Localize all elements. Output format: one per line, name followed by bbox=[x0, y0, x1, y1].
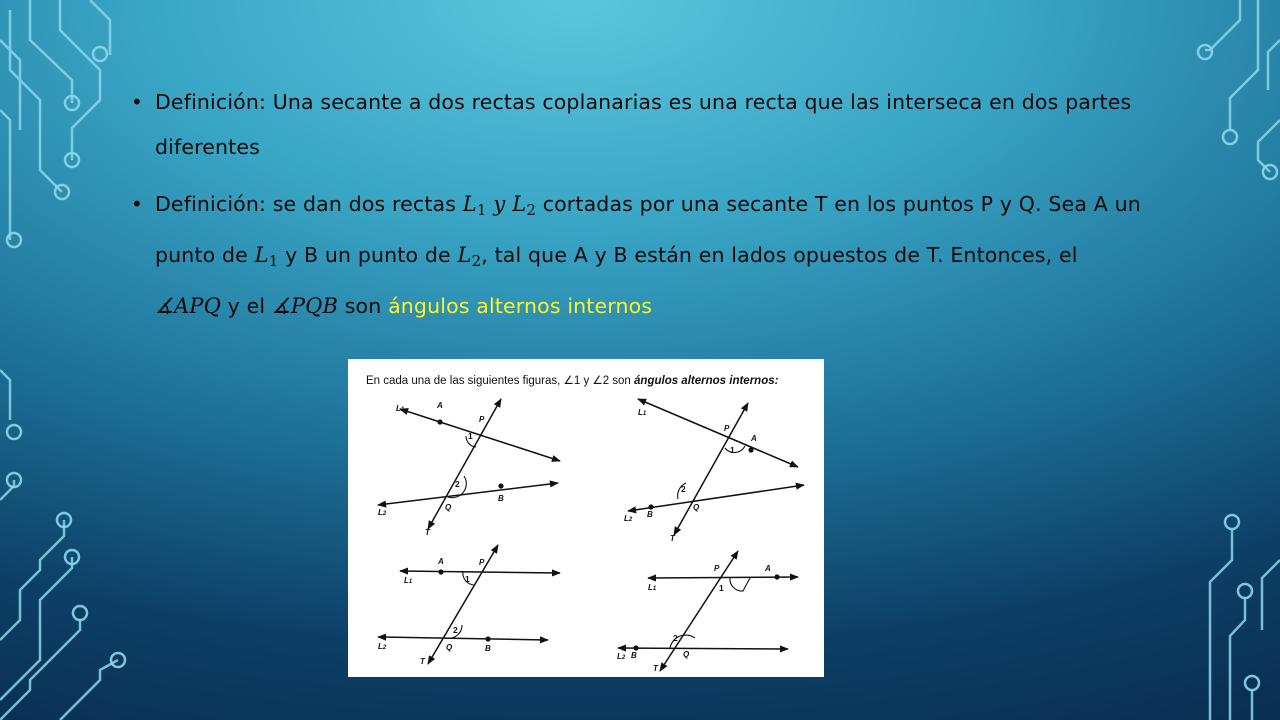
svg-text:L1: L1 bbox=[648, 583, 657, 592]
svg-text:2: 2 bbox=[453, 625, 458, 635]
bullet-dot: • bbox=[131, 192, 143, 216]
svg-text:B: B bbox=[647, 510, 653, 519]
svg-text:Q: Q bbox=[693, 503, 700, 512]
figure-diagram bbox=[348, 359, 824, 677]
math-l1: $L_1$ bbox=[462, 192, 487, 219]
math-l2: $L_2$ bbox=[512, 192, 537, 219]
svg-text:B: B bbox=[485, 644, 491, 653]
figure-caption: En cada una de las siguientes figuras, ∠1 y ∠2 son ángulos alternos internos: bbox=[366, 375, 779, 387]
math-l2-second: $L_2$ bbox=[457, 243, 482, 270]
definition-text-part2: cortadas por una secante T en los puntos P y Q. Sea A un punto de bbox=[155, 192, 1141, 267]
transversal-less-line-l2 bbox=[628, 485, 804, 511]
svg-text:Q: Q bbox=[683, 650, 690, 659]
svg-text:Q: Q bbox=[445, 503, 452, 512]
point-a bbox=[774, 574, 779, 579]
point-b bbox=[648, 504, 653, 509]
panel-top-right bbox=[624, 399, 804, 543]
definition-text-part4: , tal que A y B están en lados opuestos de T. Entonces, el bbox=[481, 243, 1078, 267]
svg-text:A: A bbox=[751, 434, 757, 443]
bullet-dot: • bbox=[131, 90, 143, 114]
svg-text:P: P bbox=[479, 558, 485, 567]
svg-text:T: T bbox=[670, 534, 675, 543]
line-l1 bbox=[400, 571, 560, 573]
point-a bbox=[437, 419, 442, 424]
svg-text:L2: L2 bbox=[624, 514, 633, 523]
svg-text:A: A bbox=[765, 564, 771, 573]
svg-text:T: T bbox=[420, 657, 425, 666]
svg-text:L1: L1 bbox=[638, 408, 647, 417]
secant-definition-text: Definición: Una secante a dos rectas coplanarias es una recta que las interseca en dos partes diferentes bbox=[155, 90, 1132, 159]
svg-text:T: T bbox=[653, 664, 658, 673]
svg-text:A: A bbox=[438, 557, 444, 566]
point-b bbox=[498, 483, 503, 488]
panel-top-left bbox=[378, 399, 560, 537]
svg-text:1: 1 bbox=[468, 431, 473, 441]
svg-text:Q: Q bbox=[446, 643, 453, 652]
math-angle-apq: ∡APQ bbox=[155, 294, 221, 318]
definition-text-part3: y B un punto de bbox=[278, 243, 458, 267]
svg-text:1: 1 bbox=[719, 583, 724, 593]
svg-text:A: A bbox=[437, 401, 443, 410]
svg-text:L2: L2 bbox=[617, 652, 626, 661]
svg-text:T: T bbox=[425, 528, 430, 537]
svg-text:L1: L1 bbox=[396, 404, 405, 413]
bullet-alternate-angles-definition bbox=[128, 182, 1148, 329]
definition-text-part5: y el bbox=[220, 294, 272, 318]
bullet-list bbox=[128, 80, 1148, 329]
math-l1-second: $L_1$ bbox=[254, 243, 279, 270]
svg-text:1: 1 bbox=[465, 574, 470, 584]
svg-text:P: P bbox=[479, 415, 485, 424]
svg-text:2: 2 bbox=[455, 479, 460, 489]
svg-text:2: 2 bbox=[673, 633, 678, 643]
panel-bottom-right bbox=[617, 551, 798, 673]
transversal-t bbox=[674, 403, 748, 535]
line-l2 bbox=[378, 483, 558, 505]
svg-text:L1: L1 bbox=[404, 576, 413, 585]
point-a bbox=[438, 569, 443, 574]
point-a bbox=[748, 447, 753, 452]
svg-text:P: P bbox=[714, 564, 720, 573]
math-y: y bbox=[486, 192, 513, 216]
panel-bottom-left bbox=[378, 545, 560, 666]
highlighted-term: ángulos alternos internos bbox=[388, 294, 653, 318]
point-b bbox=[633, 645, 638, 650]
line-l2 bbox=[618, 648, 788, 649]
svg-text:L2: L2 bbox=[378, 642, 387, 651]
definition-text-part1: Definición: se dan dos rectas bbox=[155, 192, 463, 216]
point-b bbox=[485, 636, 490, 641]
svg-text:P: P bbox=[724, 424, 730, 433]
bullet-secant-definition bbox=[128, 80, 1148, 170]
svg-text:2: 2 bbox=[681, 484, 686, 494]
svg-text:B: B bbox=[498, 494, 504, 503]
svg-text:L2: L2 bbox=[378, 508, 387, 517]
transversal-t bbox=[660, 551, 738, 671]
line-l2 bbox=[378, 637, 548, 640]
transversal-t bbox=[428, 399, 501, 529]
math-angle-pqb: ∡PQB bbox=[271, 294, 339, 318]
definition-text-part6: son bbox=[338, 294, 389, 318]
svg-text:1: 1 bbox=[730, 445, 735, 455]
alternate-interior-angles-figure bbox=[348, 359, 824, 677]
svg-text:B: B bbox=[631, 651, 637, 660]
